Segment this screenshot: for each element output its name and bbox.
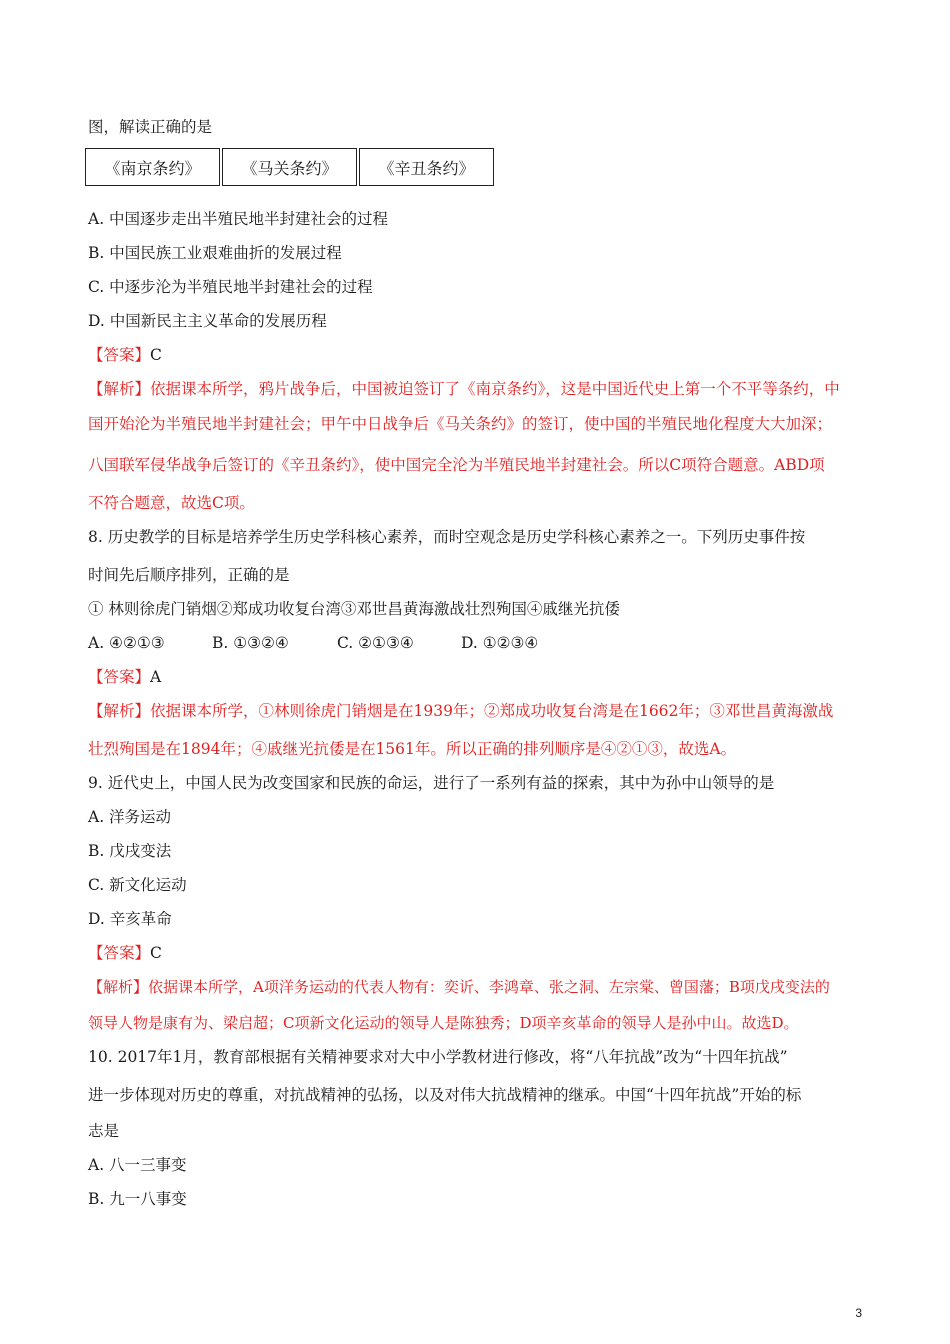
q7-analysis-line-1	[88, 379, 840, 399]
analysis-text: 依据课本所学，鸦片战争后，中国被迫签订了《南京条约》，这是中国近代史上第一个不平等条约，中	[150, 380, 840, 398]
analysis-label: 【解析】	[88, 702, 151, 720]
analysis-label: 【解析】	[88, 380, 151, 398]
q7-stem-tail: 图，解读正确的是	[88, 118, 213, 136]
q7-option-d: D. 中国新民主主义革命的发展历程	[88, 312, 327, 330]
answer-label: 【答案】	[88, 944, 151, 962]
analysis-text: 依据课本所学，①林则徐虎门销烟是在1939年；②郑成功收复台湾是在1662年；③邓世昌黄海激战	[150, 702, 834, 720]
q10-option-b: B. 九一八事变	[88, 1190, 187, 1208]
answer-value: C	[150, 346, 162, 364]
page-number: 3	[855, 1306, 862, 1320]
q9-analysis-line-1	[88, 977, 830, 997]
q9-option-c: C. 新文化运动	[88, 876, 187, 894]
q8-option-b: B. ①③②④	[212, 634, 289, 652]
analysis-text: 依据课本所学，A项洋务运动的代表人物有：奕䜣、李鸿章、张之洞、左宗棠、曾国藩；B项戊戌变法的	[148, 978, 830, 996]
q10-stem-line-2: 进一步体现对历史的尊重，对抗战精神的弘扬，以及对伟大抗战精神的继承。中国“十四年抗战”开始的标	[88, 1086, 802, 1104]
q8-analysis-line-2: 壮烈殉国是在1894年；④戚继光抗倭是在1561年。所以正确的排列顺序是④②①③，故选A。	[88, 740, 737, 758]
q10-stem-line-3: 志是	[88, 1122, 120, 1140]
q9-answer	[88, 943, 162, 963]
q8-analysis-line-1	[88, 701, 833, 721]
q7-analysis-line-4: 不符合题意，故选C项。	[88, 494, 255, 512]
q7-answer	[88, 345, 162, 365]
q8-answer	[88, 667, 161, 687]
answer-label: 【答案】	[88, 346, 151, 364]
q10-stem-line-1: 10. 2017年1月，教育部根据有关精神要求对大中小学教材进行修改，将“八年抗战”改为“十四年抗战”	[88, 1048, 788, 1066]
answer-value: A	[150, 668, 162, 686]
treaty-cell-xinchou: 《辛丑条约》	[359, 148, 494, 186]
q8-stem-line-1: 8. 历史教学的目标是培养学生历史学科核心素养，而时空观念是历史学科核心素养之一。下列历史事件按	[88, 528, 806, 546]
q9-option-d: D. 辛亥革命	[88, 910, 172, 928]
q8-stem-line-2: 时间先后顺序排列，正确的是	[88, 566, 290, 584]
q7-option-c: C. 中逐步沦为半殖民地半封建社会的过程	[88, 278, 373, 296]
q7-analysis-line-2: 国开始沦为半殖民地半封建社会；甲午中日战争后《马关条约》的签订，使中国的半殖民地化程度大大加深；	[88, 415, 833, 433]
q9-option-b: B. 戊戌变法	[88, 842, 172, 860]
q8-option-a: A. ④②①③	[88, 634, 165, 652]
treaty-cell-maguan: 《马关条约》	[222, 148, 357, 186]
q7-analysis-line-3: 八国联军侵华战争后签订的《辛丑条约》，使中国完全沦为半殖民地半封建社会。所以C项符合题意。ABD项	[88, 456, 825, 474]
treaty-cell-nanjing: 《南京条约》	[85, 148, 220, 186]
q8-option-c: C. ②①③④	[337, 634, 414, 652]
q9-option-a: A. 洋务运动	[88, 808, 172, 826]
q10-option-a: A. 八一三事变	[88, 1156, 187, 1174]
q9-stem: 9. 近代史上，中国人民为改变国家和民族的命运，进行了一系列有益的探索，其中为孙中山领导的是	[88, 774, 775, 792]
analysis-label: 【解析】	[88, 978, 149, 996]
answer-value: C	[150, 944, 162, 962]
q8-option-d: D. ①②③④	[461, 634, 539, 652]
answer-label: 【答案】	[88, 668, 151, 686]
q7-option-a: A. 中国逐步走出半殖民地半封建社会的过程	[88, 210, 389, 228]
treaty-table	[85, 148, 496, 186]
q8-events: ① 林则徐虎门销烟②郑成功收复台湾③邓世昌黄海激战壮烈殉国④戚继光抗倭	[88, 600, 620, 618]
q7-option-b: B. 中国民族工业艰难曲折的发展过程	[88, 244, 342, 262]
q9-analysis-line-2: 领导人物是康有为、梁启超；C项新文化运动的领导人是陈独秀；D项辛亥革命的领导人是孙中山。故选D。	[88, 1014, 799, 1032]
